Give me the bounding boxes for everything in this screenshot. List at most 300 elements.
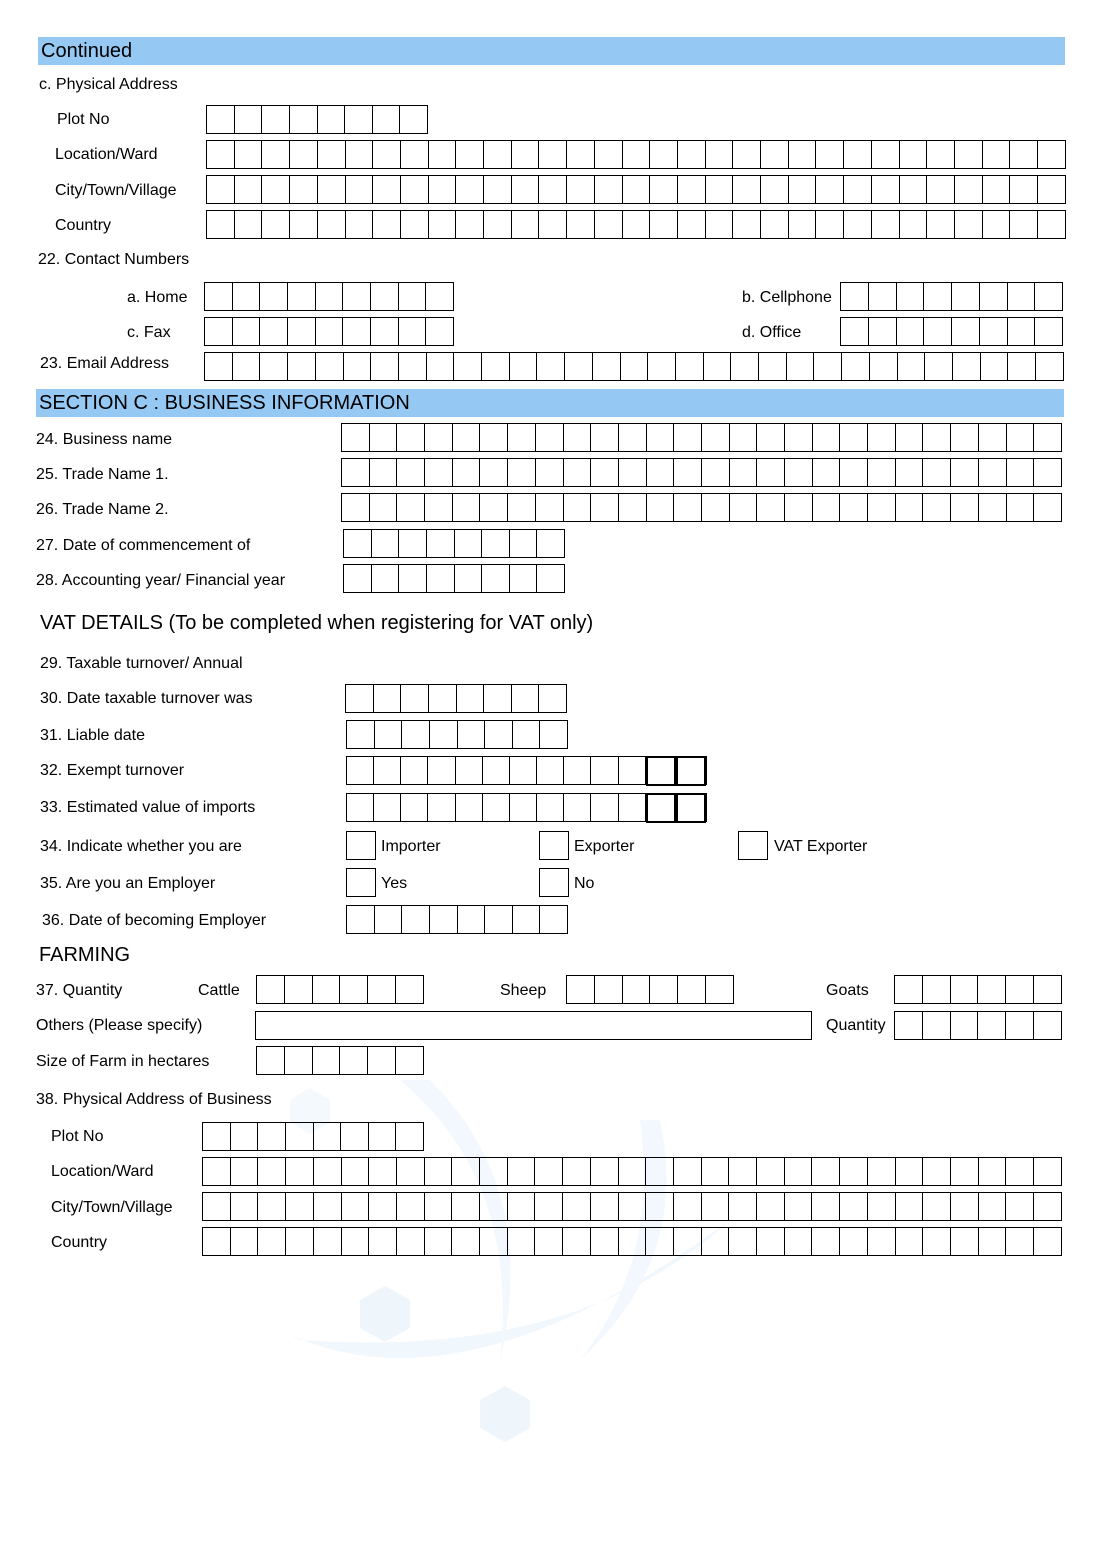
char-cell[interactable] [313, 976, 341, 1003]
char-cell[interactable] [789, 141, 817, 168]
char-cell[interactable] [425, 424, 453, 451]
char-cell[interactable] [1006, 1012, 1034, 1039]
char-cell[interactable] [619, 757, 646, 784]
char-cell[interactable] [316, 283, 344, 310]
importer-checkbox[interactable] [346, 831, 376, 860]
char-cell[interactable] [231, 1193, 259, 1220]
char-cell[interactable] [1034, 494, 1061, 521]
char-cell[interactable] [924, 318, 952, 345]
char-cell[interactable] [290, 176, 318, 203]
char-cell[interactable] [674, 424, 702, 451]
char-cell[interactable] [1034, 1158, 1061, 1185]
char-cell[interactable] [535, 1193, 563, 1220]
char-cell[interactable] [508, 1158, 536, 1185]
char-cell[interactable] [456, 757, 483, 784]
char-cell[interactable] [369, 1193, 397, 1220]
char-cell[interactable] [480, 1228, 508, 1255]
char-cell[interactable] [761, 176, 789, 203]
char-cell[interactable] [567, 176, 595, 203]
char-cell[interactable] [983, 176, 1011, 203]
char-cell[interactable] [262, 211, 290, 238]
char-cell[interactable] [512, 141, 540, 168]
char-cell[interactable] [346, 176, 374, 203]
char-cell[interactable] [564, 494, 592, 521]
goats-input[interactable] [894, 975, 1062, 1004]
char-cell[interactable] [650, 976, 678, 1003]
char-cell[interactable] [485, 721, 513, 748]
char-cell[interactable] [203, 1158, 231, 1185]
char-cell[interactable] [868, 1228, 896, 1255]
char-cell[interactable] [761, 211, 789, 238]
city-town-village-input[interactable] [206, 175, 1066, 204]
char-cell[interactable] [923, 494, 951, 521]
char-cell[interactable] [458, 721, 486, 748]
char-cell[interactable] [508, 424, 536, 451]
location-ward-input[interactable] [206, 140, 1066, 169]
char-cell[interactable] [375, 906, 403, 933]
char-cell[interactable] [923, 1158, 951, 1185]
char-cell[interactable] [427, 353, 455, 380]
char-cell[interactable] [872, 176, 900, 203]
char-cell[interactable] [233, 283, 261, 310]
char-cell[interactable] [591, 1228, 619, 1255]
char-cell[interactable] [896, 424, 924, 451]
char-cell[interactable] [484, 176, 512, 203]
char-cell[interactable] [258, 1123, 286, 1150]
others-quantity-input[interactable] [894, 1011, 1062, 1040]
char-cell[interactable] [401, 794, 428, 821]
char-cell[interactable] [706, 976, 733, 1003]
char-cell[interactable] [429, 141, 457, 168]
char-cell[interactable] [399, 565, 427, 592]
char-cell[interactable] [484, 211, 512, 238]
char-cell[interactable] [370, 494, 398, 521]
char-cell[interactable] [540, 721, 567, 748]
char-cell[interactable] [646, 756, 676, 786]
char-cell[interactable] [454, 353, 482, 380]
char-cell[interactable] [260, 283, 288, 310]
char-cell[interactable] [430, 906, 458, 933]
char-cell[interactable] [896, 494, 924, 521]
char-cell[interactable] [813, 459, 841, 486]
char-cell[interactable] [396, 976, 423, 1003]
char-cell[interactable] [591, 1158, 619, 1185]
char-cell[interactable] [952, 283, 980, 310]
char-cell[interactable] [346, 141, 374, 168]
char-cell[interactable] [537, 757, 564, 784]
char-cell[interactable] [342, 1158, 370, 1185]
char-cell[interactable] [785, 1193, 813, 1220]
char-cell[interactable] [702, 1193, 730, 1220]
char-cell[interactable] [205, 318, 233, 345]
char-cell[interactable] [1010, 141, 1038, 168]
char-cell[interactable] [979, 1193, 1007, 1220]
char-cell[interactable] [564, 459, 592, 486]
char-cell[interactable] [426, 283, 453, 310]
char-cell[interactable] [924, 283, 952, 310]
char-cell[interactable] [537, 530, 564, 557]
char-cell[interactable] [650, 141, 678, 168]
char-cell[interactable] [923, 1012, 951, 1039]
char-cell[interactable] [399, 530, 427, 557]
char-cell[interactable] [785, 1158, 813, 1185]
char-cell[interactable] [480, 424, 508, 451]
char-cell[interactable] [484, 141, 512, 168]
char-cell[interactable] [870, 353, 898, 380]
char-cell[interactable] [482, 565, 510, 592]
char-cell[interactable] [483, 794, 510, 821]
char-cell[interactable] [896, 1193, 924, 1220]
char-cell[interactable] [235, 141, 263, 168]
char-cell[interactable] [485, 906, 513, 933]
char-cell[interactable] [646, 1193, 674, 1220]
char-cell[interactable] [757, 1228, 785, 1255]
char-cell[interactable] [757, 494, 785, 521]
char-cell[interactable] [757, 459, 785, 486]
char-cell[interactable] [785, 424, 813, 451]
char-cell[interactable] [290, 106, 318, 133]
char-cell[interactable] [456, 176, 484, 203]
cattle-input[interactable] [256, 975, 424, 1004]
char-cell[interactable] [980, 283, 1008, 310]
char-cell[interactable] [868, 459, 896, 486]
char-cell[interactable] [816, 176, 844, 203]
char-cell[interactable] [318, 211, 346, 238]
char-cell[interactable] [205, 353, 233, 380]
char-cell[interactable] [591, 1193, 619, 1220]
char-cell[interactable] [512, 176, 540, 203]
char-cell[interactable] [373, 106, 401, 133]
char-cell[interactable] [895, 1012, 923, 1039]
char-cell[interactable] [1010, 176, 1038, 203]
char-cell[interactable] [397, 1228, 425, 1255]
char-cell[interactable] [539, 141, 567, 168]
char-cell[interactable] [1038, 141, 1065, 168]
char-cell[interactable] [979, 424, 1007, 451]
char-cell[interactable] [704, 353, 732, 380]
char-cell[interactable] [619, 1193, 647, 1220]
employer-yes-checkbox[interactable] [346, 868, 376, 897]
char-cell[interactable] [371, 318, 399, 345]
char-cell[interactable] [840, 459, 868, 486]
char-cell[interactable] [900, 176, 928, 203]
char-cell[interactable] [619, 1158, 647, 1185]
char-cell[interactable] [619, 494, 647, 521]
char-cell[interactable] [674, 459, 702, 486]
char-cell[interactable] [288, 353, 316, 380]
char-cell[interactable] [844, 211, 872, 238]
char-cell[interactable] [951, 494, 979, 521]
char-cell[interactable] [593, 353, 621, 380]
char-cell[interactable] [456, 794, 483, 821]
char-cell[interactable] [925, 353, 953, 380]
char-cell[interactable] [591, 757, 618, 784]
char-cell[interactable] [1008, 353, 1036, 380]
char-cell[interactable] [983, 211, 1011, 238]
vat-exporter-checkbox[interactable] [738, 831, 768, 860]
char-cell[interactable] [233, 318, 261, 345]
char-cell[interactable] [347, 906, 375, 933]
char-cell[interactable] [1038, 176, 1065, 203]
char-cell[interactable] [759, 353, 787, 380]
char-cell[interactable] [814, 353, 842, 380]
char-cell[interactable] [563, 1158, 591, 1185]
char-cell[interactable] [371, 353, 399, 380]
exporter-checkbox[interactable] [539, 831, 569, 860]
char-cell[interactable] [812, 1193, 840, 1220]
char-cell[interactable] [650, 211, 678, 238]
char-cell[interactable] [342, 459, 370, 486]
char-cell[interactable] [650, 176, 678, 203]
char-cell[interactable] [231, 1158, 259, 1185]
char-cell[interactable] [480, 1193, 508, 1220]
char-cell[interactable] [840, 1158, 868, 1185]
char-cell[interactable] [396, 1047, 423, 1074]
char-cell[interactable] [730, 424, 758, 451]
char-cell[interactable] [402, 721, 430, 748]
char-cell[interactable] [923, 424, 951, 451]
char-cell[interactable] [260, 318, 288, 345]
char-cell[interactable] [456, 211, 484, 238]
char-cell[interactable] [951, 1228, 979, 1255]
char-cell[interactable] [923, 1228, 951, 1255]
char-cell[interactable] [927, 211, 955, 238]
char-cell[interactable] [347, 757, 374, 784]
char-cell[interactable] [231, 1123, 259, 1150]
char-cell[interactable] [399, 353, 427, 380]
email-input[interactable] [204, 352, 1064, 381]
char-cell[interactable] [951, 1012, 979, 1039]
char-cell[interactable] [923, 459, 951, 486]
char-cell[interactable] [648, 353, 676, 380]
char-cell[interactable] [621, 353, 649, 380]
char-cell[interactable] [619, 424, 647, 451]
char-cell[interactable] [374, 757, 401, 784]
char-cell[interactable] [565, 353, 593, 380]
char-cell[interactable] [314, 1228, 342, 1255]
char-cell[interactable] [425, 1228, 453, 1255]
char-cell[interactable] [207, 141, 235, 168]
char-cell[interactable] [729, 1193, 757, 1220]
char-cell[interactable] [344, 353, 372, 380]
employer-no-checkbox[interactable] [539, 868, 569, 897]
char-cell[interactable] [955, 176, 983, 203]
char-cell[interactable] [706, 211, 734, 238]
char-cell[interactable] [674, 1158, 702, 1185]
char-cell[interactable] [344, 530, 372, 557]
char-cell[interactable] [508, 1228, 536, 1255]
char-cell[interactable] [260, 353, 288, 380]
char-cell[interactable] [978, 1012, 1006, 1039]
char-cell[interactable] [342, 1228, 370, 1255]
char-cell[interactable] [623, 141, 651, 168]
char-cell[interactable] [678, 176, 706, 203]
char-cell[interactable] [345, 106, 373, 133]
char-cell[interactable] [563, 1193, 591, 1220]
char-cell[interactable] [674, 1193, 702, 1220]
char-cell[interactable] [539, 685, 566, 712]
char-cell[interactable] [979, 1158, 1007, 1185]
char-cell[interactable] [427, 565, 455, 592]
char-cell[interactable] [427, 530, 455, 557]
char-cell[interactable] [706, 141, 734, 168]
char-cell[interactable] [646, 1158, 674, 1185]
business-location-ward-input[interactable] [202, 1157, 1062, 1186]
char-cell[interactable] [285, 1047, 313, 1074]
char-cell[interactable] [869, 318, 897, 345]
char-cell[interactable] [591, 424, 619, 451]
business-plot-no-input[interactable] [202, 1122, 424, 1151]
char-cell[interactable] [257, 976, 285, 1003]
char-cell[interactable] [678, 141, 706, 168]
char-cell[interactable] [951, 976, 979, 1003]
char-cell[interactable] [374, 685, 402, 712]
char-cell[interactable] [757, 424, 785, 451]
char-cell[interactable] [456, 141, 484, 168]
char-cell[interactable] [730, 459, 758, 486]
char-cell[interactable] [840, 424, 868, 451]
cellphone-input[interactable] [840, 282, 1063, 311]
char-cell[interactable] [813, 494, 841, 521]
char-cell[interactable] [595, 211, 623, 238]
char-cell[interactable] [428, 757, 455, 784]
others-specify-input[interactable] [255, 1011, 812, 1040]
char-cell[interactable] [733, 176, 761, 203]
char-cell[interactable] [1006, 1193, 1034, 1220]
char-cell[interactable] [564, 424, 592, 451]
char-cell[interactable] [510, 565, 538, 592]
farm-size-input[interactable] [256, 1046, 424, 1075]
char-cell[interactable] [923, 1193, 951, 1220]
char-cell[interactable] [979, 459, 1007, 486]
char-cell[interactable] [900, 141, 928, 168]
char-cell[interactable] [1034, 1193, 1061, 1220]
char-cell[interactable] [563, 1228, 591, 1255]
char-cell[interactable] [979, 1228, 1007, 1255]
char-cell[interactable] [313, 1047, 341, 1074]
char-cell[interactable] [1035, 318, 1062, 345]
char-cell[interactable] [399, 318, 427, 345]
country-input[interactable] [206, 210, 1066, 239]
business-country-input[interactable] [202, 1227, 1062, 1256]
char-cell[interactable] [480, 459, 508, 486]
char-cell[interactable] [373, 141, 401, 168]
char-cell[interactable] [425, 1193, 453, 1220]
char-cell[interactable] [897, 283, 925, 310]
char-cell[interactable] [787, 353, 815, 380]
char-cell[interactable] [564, 794, 591, 821]
char-cell[interactable] [730, 494, 758, 521]
char-cell[interactable] [927, 176, 955, 203]
char-cell[interactable] [316, 353, 344, 380]
char-cell[interactable] [897, 318, 925, 345]
char-cell[interactable] [512, 685, 540, 712]
char-cell[interactable] [396, 1123, 423, 1150]
char-cell[interactable] [369, 1158, 397, 1185]
char-cell[interactable] [314, 1158, 342, 1185]
char-cell[interactable] [373, 176, 401, 203]
char-cell[interactable] [452, 1158, 480, 1185]
char-cell[interactable] [425, 459, 453, 486]
char-cell[interactable] [318, 176, 346, 203]
char-cell[interactable] [457, 685, 485, 712]
char-cell[interactable] [729, 1228, 757, 1255]
char-cell[interactable] [623, 211, 651, 238]
char-cell[interactable] [316, 318, 344, 345]
char-cell[interactable] [340, 1047, 368, 1074]
char-cell[interactable] [1007, 459, 1035, 486]
char-cell[interactable] [508, 494, 536, 521]
char-cell[interactable] [868, 494, 896, 521]
char-cell[interactable] [344, 565, 372, 592]
fax-input[interactable] [204, 317, 454, 346]
char-cell[interactable] [397, 494, 425, 521]
char-cell[interactable] [347, 794, 374, 821]
char-cell[interactable] [953, 353, 981, 380]
trade-name-1-input[interactable] [341, 458, 1062, 487]
char-cell[interactable] [676, 756, 706, 786]
char-cell[interactable] [510, 794, 537, 821]
char-cell[interactable] [536, 494, 564, 521]
char-cell[interactable] [397, 1193, 425, 1220]
estimated-imports-input[interactable] [346, 793, 707, 822]
trade-name-2-input[interactable] [341, 493, 1062, 522]
char-cell[interactable] [207, 211, 235, 238]
char-cell[interactable] [951, 1158, 979, 1185]
char-cell[interactable] [425, 494, 453, 521]
char-cell[interactable] [591, 494, 619, 521]
char-cell[interactable] [368, 1047, 396, 1074]
date-taxable-turnover-input[interactable] [345, 684, 567, 713]
char-cell[interactable] [401, 757, 428, 784]
char-cell[interactable] [400, 106, 427, 133]
char-cell[interactable] [951, 1193, 979, 1220]
char-cell[interactable] [452, 1193, 480, 1220]
char-cell[interactable] [480, 1158, 508, 1185]
char-cell[interactable] [1010, 211, 1038, 238]
char-cell[interactable] [536, 459, 564, 486]
char-cell[interactable] [372, 530, 400, 557]
char-cell[interactable] [872, 141, 900, 168]
char-cell[interactable] [1006, 1158, 1034, 1185]
business-city-town-village-input[interactable] [202, 1192, 1062, 1221]
char-cell[interactable] [647, 494, 675, 521]
char-cell[interactable] [895, 976, 923, 1003]
char-cell[interactable] [868, 1158, 896, 1185]
char-cell[interactable] [1007, 424, 1035, 451]
char-cell[interactable] [375, 721, 403, 748]
char-cell[interactable] [761, 141, 789, 168]
char-cell[interactable] [647, 424, 675, 451]
char-cell[interactable] [482, 530, 510, 557]
char-cell[interactable] [840, 494, 868, 521]
char-cell[interactable] [458, 906, 486, 933]
char-cell[interactable] [233, 353, 261, 380]
home-phone-input[interactable] [204, 282, 454, 311]
char-cell[interactable] [1038, 211, 1065, 238]
char-cell[interactable] [678, 976, 706, 1003]
char-cell[interactable] [535, 1228, 563, 1255]
char-cell[interactable] [900, 211, 928, 238]
char-cell[interactable] [619, 794, 646, 821]
char-cell[interactable] [789, 176, 817, 203]
char-cell[interactable] [207, 176, 235, 203]
char-cell[interactable] [676, 353, 704, 380]
char-cell[interactable] [981, 353, 1009, 380]
char-cell[interactable] [536, 424, 564, 451]
char-cell[interactable] [537, 353, 565, 380]
char-cell[interactable] [342, 1193, 370, 1220]
